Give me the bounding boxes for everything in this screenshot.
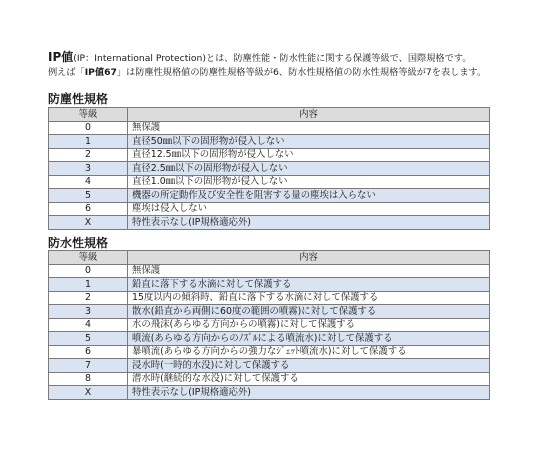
content-cell: 噴流(あらゆる方向からのﾉｽﾞﾙによる噴流水)に対して保護する [128,332,490,346]
content-cell: 潜水時(継続的な水没)に対して保護する [128,372,490,386]
table-row [49,135,490,149]
content-cell: 直径12.5㎜以下の固形物が侵入しない [128,148,490,162]
content-cell: 直径50㎜以下の固形物が侵入しない [128,135,490,149]
ip-value-heading: IP値 [48,50,74,64]
content-cell: 無保護 [128,121,490,135]
grade-cell: 4 [49,318,128,332]
intro-line-2 [48,66,528,80]
table-row [49,189,490,203]
content-cell: 塵埃は侵入しない [128,202,490,216]
table-row [49,148,490,162]
grade-cell: 6 [49,202,128,216]
table-row [49,291,490,305]
intro-line-2-pre: 例えば「 [48,67,85,78]
content-cell: 鉛直に落下する水滴に対して保護する [128,278,490,292]
table-row [49,305,490,319]
content-cell: 散水(鉛直から両側に60度の範囲の噴霧)に対して保護する [128,305,490,319]
grade-header: 等級 [49,251,128,265]
intro-line-1-text: (IP：International Protection)とは、防塵性能・防水性能に関する保護等級で、国際規格です。 [73,53,472,64]
content-cell: 暴噴流(あらゆる方向からの強力なｼﾞｪｯﾄ噴流水)に対して保護する [128,345,490,359]
content-cell: 特性表示なし(IP規格適応外) [128,386,490,400]
water-section-title: 防水性規格 [48,236,109,250]
grade-cell: 0 [49,121,128,135]
table-row [49,332,490,346]
grade-cell: 3 [49,162,128,176]
grade-cell: 5 [49,189,128,203]
table-row [49,175,490,189]
grade-cell: 3 [49,305,128,319]
table-row [49,216,490,230]
table-row [49,386,490,400]
grade-cell: 8 [49,372,128,386]
table-header-row [49,251,490,265]
intro-text [48,50,528,80]
grade-cell: X [49,386,128,400]
content-cell: 15度以内の傾斜時、鉛直に落下する水滴に対して保護する [128,291,490,305]
grade-cell: X [49,216,128,230]
intro-line-1 [48,50,528,66]
dust-section-title: 防塵性規格 [48,92,109,106]
water-table [48,250,490,400]
grade-header: 等級 [49,108,128,122]
content-cell: 特性表示なし(IP規格適応外) [128,216,490,230]
table-row [49,359,490,373]
table-row [49,162,490,176]
table-row [49,318,490,332]
content-cell: 機器の所定動作及び安全性を阻害する量の塵埃は入らない [128,189,490,203]
content-header: 内容 [128,108,490,122]
grade-cell: 7 [49,359,128,373]
dust-table [48,107,490,230]
content-cell: 浸水時(一時的水没)に対して保護する [128,359,490,373]
table-row [49,121,490,135]
grade-cell: 0 [49,264,128,278]
table-row [49,372,490,386]
grade-cell: 2 [49,291,128,305]
content-cell: 直径2.5㎜以下の固形物が侵入しない [128,162,490,176]
ip-example-value: IP値67 [84,67,117,78]
content-cell: 無保護 [128,264,490,278]
table-row [49,345,490,359]
grade-cell: 6 [49,345,128,359]
table-header-row [49,108,490,122]
table-row [49,202,490,216]
grade-cell: 5 [49,332,128,346]
grade-cell: 2 [49,148,128,162]
content-header: 内容 [128,251,490,265]
grade-cell: 1 [49,135,128,149]
table-row [49,278,490,292]
table-row [49,264,490,278]
content-cell: 直径1.0㎜以下の固形物が侵入しない [128,175,490,189]
content-cell: 水の飛沫(あらゆる方向からの噴霧)に対して保護する [128,318,490,332]
intro-line-2-post: 」は防塵性規格値の防塵性規格等級が6、防水性規格値の防水性規格等級が7を表します。 [116,67,487,78]
grade-cell: 4 [49,175,128,189]
grade-cell: 1 [49,278,128,292]
